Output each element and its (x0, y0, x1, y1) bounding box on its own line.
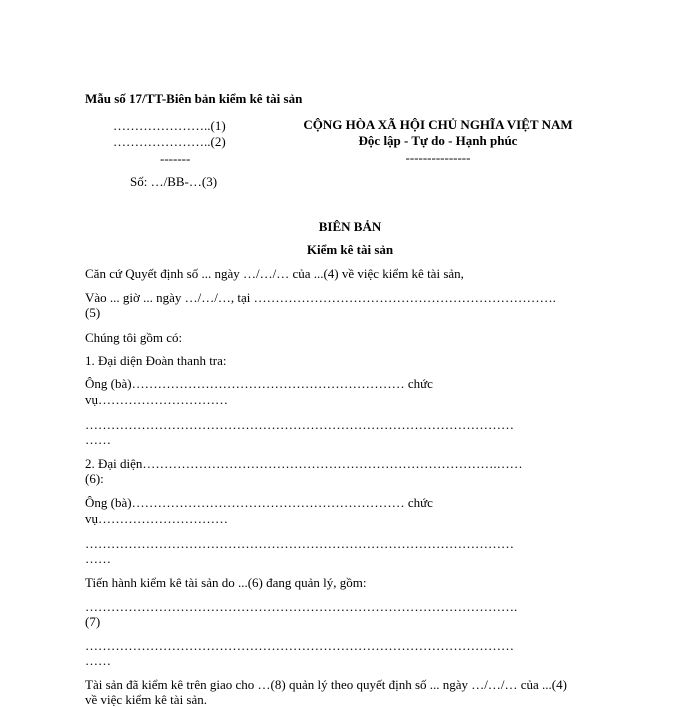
blank-line-2-end: …… (85, 551, 111, 566)
blank-line-3-note: (7) (85, 614, 101, 629)
time-place-line: Vào ... giờ ... ngày …/…/…, tại ……………………………………………………………. (85, 290, 556, 305)
person-1-position-line: vụ………………………… (85, 392, 228, 407)
blank-line-3: ………………………………………………………………………………………. (85, 599, 518, 614)
blank-line-1-end: …… (85, 432, 111, 447)
document-title: BIÊN BẢN (318, 219, 382, 234)
org-line-1: …………………..(1) (113, 118, 226, 133)
basis-line: Căn cứ Quyết định số ... ngày …/…/… của ...(4) về việc kiểm kê tài sản, (85, 266, 464, 281)
section-2-note: (6): (85, 471, 104, 486)
national-motto: Độc lập - Tự do - Hạnh phúc (358, 133, 518, 148)
blank-line-1: ……………………………………………………………………………………… (85, 417, 514, 432)
handover-line-end: về việc kiểm kê tài sản. (85, 692, 208, 707)
person-1-name-line: Ông (bà)……………………………………………………… chức (85, 376, 433, 391)
handover-line: Tài sản đã kiểm kê trên giao cho …(8) quản lý theo quyết định số ... ngày …/…/… của ...(4) (85, 677, 567, 692)
section-2-heading: 2. Đại diện……………………………………………………………………….…… (85, 456, 523, 471)
inventory-line: Tiến hành kiểm kê tài sản do ...(6) đang quản lý, gồm: (85, 575, 367, 590)
section-1-heading: 1. Đại diện Đoàn thanh tra: (85, 353, 227, 368)
we-include-line: Chúng tôi gồm có: (85, 330, 183, 345)
blank-line-2: ……………………………………………………………………………………… (85, 536, 514, 551)
document-number: Số: …/BB-…(3) (130, 174, 218, 189)
person-2-position-line: vụ………………………… (85, 511, 228, 526)
motto-divider: --------------- (405, 150, 471, 165)
org-line-2: …………………..(2) (113, 134, 226, 149)
form-title: Mẫu số 17/TT-Biên bản kiểm kê tài sản (85, 91, 303, 106)
person-2-name-line: Ông (bà)……………………………………………………… chức (85, 495, 433, 510)
document-subtitle: Kiểm kê tài sản (306, 242, 394, 257)
org-divider: ------- (160, 151, 191, 166)
blank-line-4: ……………………………………………………………………………………… (85, 638, 514, 653)
country-name: CỘNG HÒA XÃ HỘI CHỦ NGHĨA VIỆT NAM (303, 117, 573, 132)
time-place-note: (5) (85, 305, 101, 320)
blank-line-4-end: …… (85, 653, 111, 668)
